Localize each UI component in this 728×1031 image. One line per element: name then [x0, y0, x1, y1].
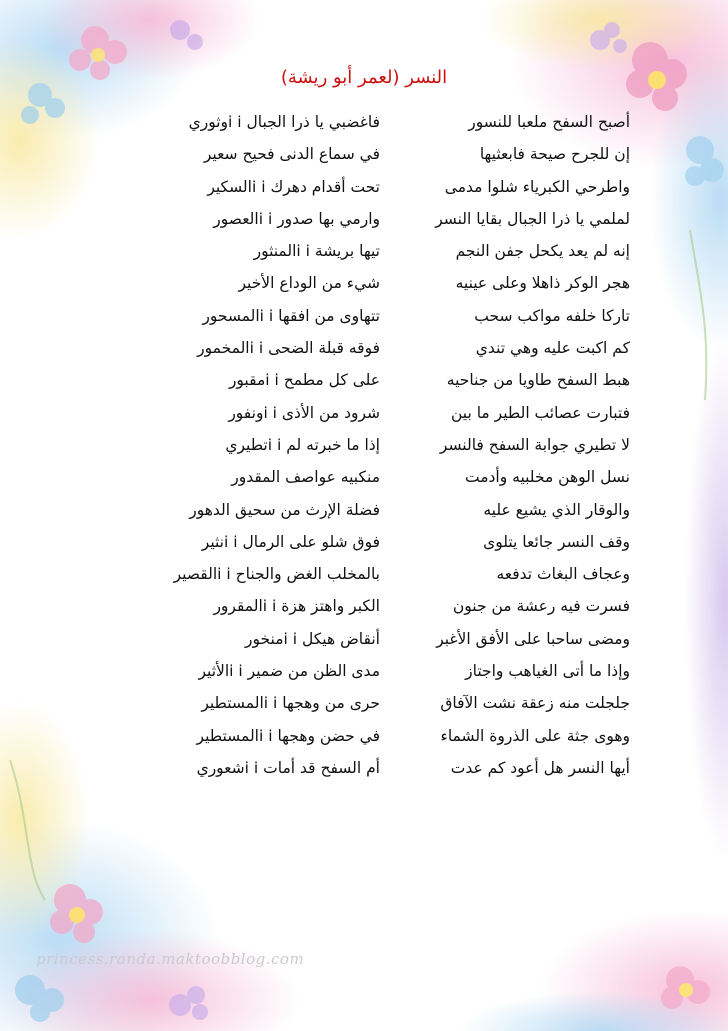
verse-second-hemistich: أنقاض هيكل i iمنخور [245, 629, 380, 648]
verse-first-hemistich: والوقار الذي يشيع عليه [483, 500, 630, 519]
verse-line [110, 429, 630, 461]
verse-second-hemistich: تتهاوى من افقها i iالمسحور [202, 306, 380, 325]
verse-second-hemistich: فاغضبي يا ذرا الجبال i iوثوري [188, 113, 380, 131]
verse-line [110, 752, 630, 784]
verse-first-hemistich: هبط السفح طاويا من جناحيه [446, 371, 630, 390]
verse-first-hemistich: فسرت فيه رعشة من جنون [452, 597, 630, 616]
verse-second-hemistich: الكبر واهتز هزة i iالمقرور [213, 597, 380, 616]
verse-first-hemistich: لا تطيري جوابة السفح فالنسر [439, 435, 630, 454]
verse-line [110, 267, 630, 299]
verse-line [110, 687, 630, 719]
verse-second-hemistich: شيء من الوداع الأخير [238, 274, 380, 293]
verse-second-hemistich: على كل مطمح i iمقبور [228, 371, 380, 390]
verse-line [110, 590, 630, 622]
verse-second-hemistich: حرى من وهجها i iالمستطير [201, 694, 380, 713]
verse-second-hemistich: تحت أقدام دهرك i iالسكير [207, 177, 380, 196]
verse-second-hemistich: وارمي بها صدور i iالعصور [213, 209, 380, 228]
verse-first-hemistich: إن للجرح صيحة فابعثيها [479, 145, 630, 164]
verse-second-hemistich: فضلة الإرث من سحيق الدهور [189, 500, 380, 519]
verse-second-hemistich: منكبيه عواصف المقدور [231, 468, 380, 487]
verse-line [110, 526, 630, 558]
verse-line [110, 203, 630, 235]
verse-second-hemistich: فوق شلو على الرمال i iنثير [201, 532, 380, 551]
verse-line [110, 494, 630, 526]
verse-second-hemistich: شرود من الأذى i iونفور [228, 403, 380, 422]
verse-first-hemistich: نسل الوهن مخلبيه وأدمت [465, 468, 630, 487]
verse-line [110, 332, 630, 364]
verse-line [110, 623, 630, 655]
verse-second-hemistich: بالمخلب الغض والجناح i iالقصير [173, 565, 380, 584]
verse-first-hemistich: جلجلت منه زعقة نشت الآفاق [440, 694, 630, 713]
verse-line [110, 235, 630, 267]
verse-first-hemistich: كم اكبت عليه وهي تندي [475, 339, 630, 358]
verse-first-hemistich: وقف النسر جائعا يتلوى [483, 532, 630, 551]
verse-second-hemistich: في حضن وهجها i iالمستطير [196, 726, 380, 745]
verse-line [110, 558, 630, 590]
verse-first-hemistich: تاركا خلفه مواكب سحب [474, 306, 630, 325]
verse-second-hemistich: مدى الظن من ضمير i iالأثير [198, 662, 380, 681]
verse-line [110, 655, 630, 687]
verse-second-hemistich: إذا ما خبرته لم i iتطيري [225, 435, 380, 454]
verse-line [110, 300, 630, 332]
verse-second-hemistich: تيها بريشة i iالمنثور [253, 242, 380, 261]
verse-second-hemistich: فوقه قبلة الضحى i iالمخمور [197, 339, 380, 358]
bottom-right-floral-corner [460, 910, 728, 1031]
verse-first-hemistich: أصبح السفح ملعبا للنسور [468, 113, 630, 131]
verse-line [110, 171, 630, 203]
verse-first-hemistich: أيها النسر هل أعود كم عدت [450, 758, 630, 777]
verse-line [110, 138, 630, 170]
verse-line [110, 461, 630, 493]
verse-first-hemistich: فتبارت عصائب الطير ما بين [450, 403, 630, 422]
verse-first-hemistich: لملمي يا ذرا الجبال بقايا النسر [435, 209, 630, 228]
verse-first-hemistich: هجر الوكر ذاهلا وعلى عينيه [455, 274, 630, 293]
poem-title: النسر (لعمر أبو ريشة) [280, 67, 448, 88]
verse-second-hemistich: أم السفح قد أمات i iشعوري [196, 758, 380, 777]
verse-first-hemistich: ومضى ساحبا على الأفق الأغبر [436, 629, 630, 648]
verse-first-hemistich: إنه لم يعد يكحل جفن النجم [455, 242, 630, 261]
watermark-url: princess.randa.maktoobblog.com [36, 950, 305, 968]
verse-line [110, 364, 630, 396]
verse-first-hemistich: وإذا ما أتى الغياهب واجتاز [465, 662, 630, 681]
poem-verses [110, 106, 630, 784]
verse-line [110, 397, 630, 429]
verse-line [110, 720, 630, 752]
verse-first-hemistich: وعجاف البغاث تدفعه [496, 565, 630, 584]
verse-second-hemistich: في سماع الدنى فحيح سعير [203, 145, 380, 164]
verse-first-hemistich: وهوى جثة على الذروة الشماء [440, 726, 630, 745]
verse-first-hemistich: واطرحي الكبرياء شلوا مدمى [444, 177, 630, 196]
verse-line [110, 106, 630, 138]
